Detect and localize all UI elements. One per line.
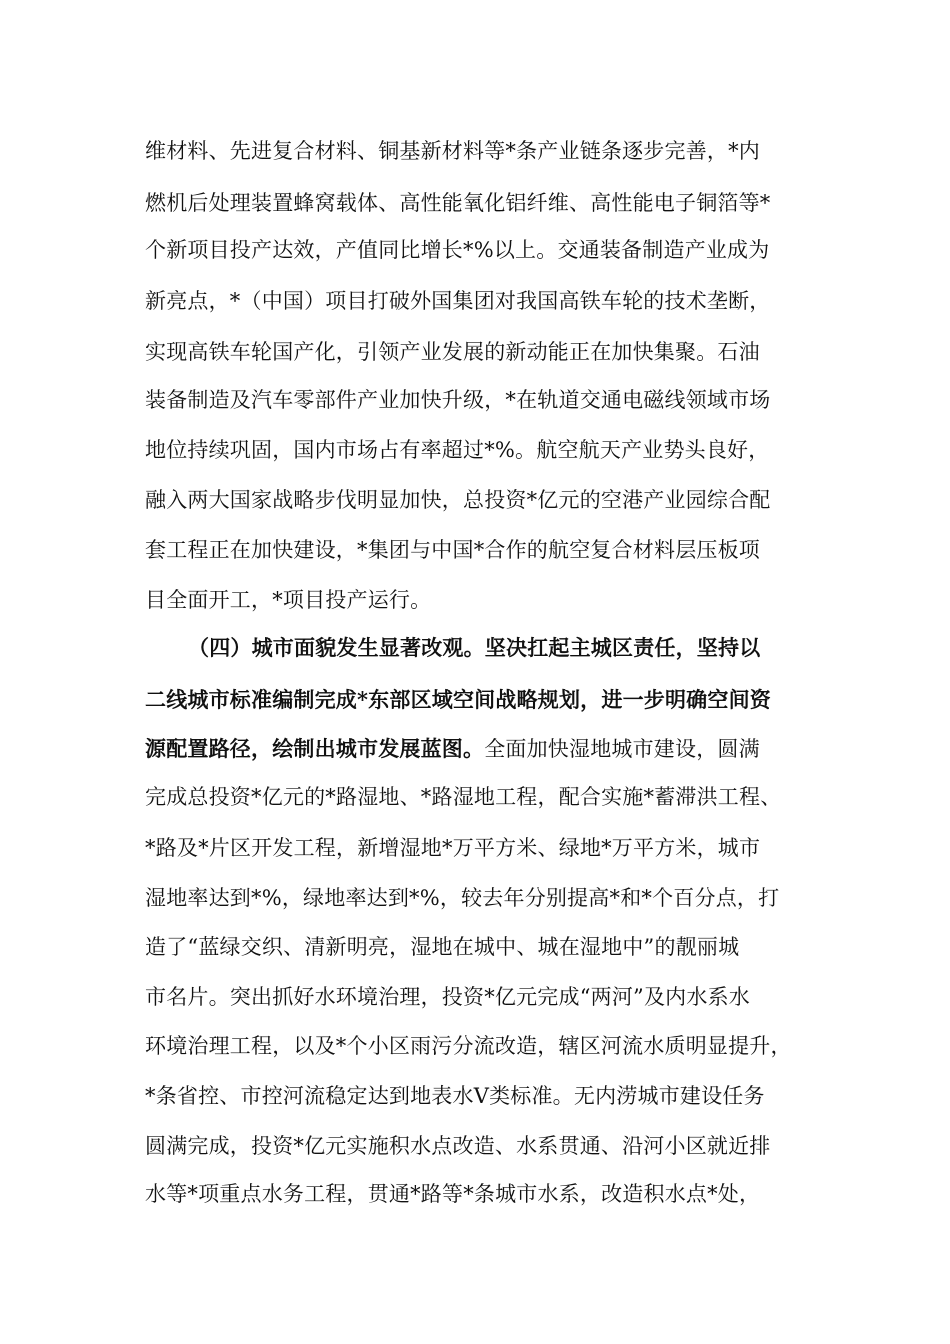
- text-line: [145, 1076, 825, 1116]
- text-segment: 融入两大国家战略步伐明显加快，总投资*亿元的空港产业园综合配: [145, 488, 771, 512]
- text-line: [145, 1126, 825, 1166]
- section-heading-text: 二线城市标准编制完成*东部区域空间战略规划，进一步明确空间资: [145, 687, 771, 712]
- text-line: [145, 1174, 825, 1214]
- text-line: [145, 828, 825, 868]
- text-line: [145, 927, 825, 967]
- text-line: [145, 332, 825, 372]
- text-segment: *路及*片区开发工程，新增湿地*万平方米、绿地*万平方米，城市: [145, 836, 761, 860]
- text-line: [145, 430, 825, 470]
- text-segment: 地位持续巩固，国内市场占有率超过*%。航空航天产业势头良好，: [145, 438, 770, 462]
- text-segment: 水等*项重点水务工程，贯通*路等*条城市水系，改造积水点*处，: [145, 1182, 761, 1206]
- text-line: [145, 131, 825, 171]
- text-line: [145, 281, 825, 321]
- text-segment: 燃机后处理装置蜂窝载体、高性能氧化铝纤维、高性能电子铜箔等*: [145, 191, 771, 215]
- text-line: [145, 977, 825, 1017]
- text-line: [145, 1026, 825, 1066]
- text-segment: 完成总投资*亿元的*路湿地、*路湿地工程，配合实施*蓄滞洪工程、: [145, 785, 782, 809]
- text-segment: 套工程正在加快建设，*集团与中国*合作的航空复合材料层压板项: [145, 538, 760, 562]
- text-segment: 市名片。突出抓好水环境治理，投资*亿元完成“两河”及内水系水: [145, 985, 750, 1009]
- text-segment: 圆满完成，投资*亿元实施积水点改造、水系贯通、沿河小区就近排: [145, 1134, 771, 1158]
- text-line: [145, 530, 825, 570]
- text-segment: 湿地率达到*%，绿地率达到*%，较去年分别提高*和*个百分点，打: [145, 886, 780, 910]
- text-line: [145, 777, 825, 817]
- text-segment: 装备制造及汽车零部件产业加快升级，*在轨道交通电磁线领域市场: [145, 388, 771, 412]
- text-line: [145, 480, 825, 520]
- section-heading-line: [188, 628, 868, 668]
- text-segment: 环境治理工程，以及*个小区雨污分流改造，辖区河流水质明显提升，: [145, 1034, 792, 1058]
- text-line: [145, 878, 825, 918]
- text-line: [145, 729, 825, 769]
- section-heading-line: [145, 680, 825, 720]
- text-segment: 目全面开工，*项目投产运行。: [145, 588, 432, 612]
- text-segment: 个新项目投产达效，产值同比增长*%以上。交通装备制造产业成为: [145, 238, 770, 262]
- text-segment: 新亮点，*（中国）项目打破外国集团对我国高铁车轮的技术垄断，: [145, 289, 771, 313]
- text-line: [145, 230, 825, 270]
- text-line: [145, 580, 825, 620]
- section-heading-text: （四）城市面貌发生显著改观。坚决扛起主城区责任，坚持以: [188, 635, 761, 660]
- section-heading-text: 源配置路径，绘制出城市发展蓝图。: [145, 736, 485, 761]
- text-segment: *条省控、市控河流稳定达到地表水Ⅴ类标准。无内涝城市建设任务: [145, 1084, 765, 1108]
- text-segment: 造了“蓝绿交织、清新明亮，湿地在城中、城在湿地中”的靓丽城: [145, 935, 740, 959]
- text-segment: 维材料、先进复合材料、铜基新材料等*条产业链条逐步完善，*内: [145, 139, 760, 163]
- text-segment: 全面加快湿地城市建设，圆满: [484, 737, 760, 761]
- text-line: [145, 183, 825, 223]
- text-line: [145, 380, 825, 420]
- text-segment: 实现高铁车轮国产化，引领产业发展的新动能正在加快集聚。石油: [145, 340, 760, 364]
